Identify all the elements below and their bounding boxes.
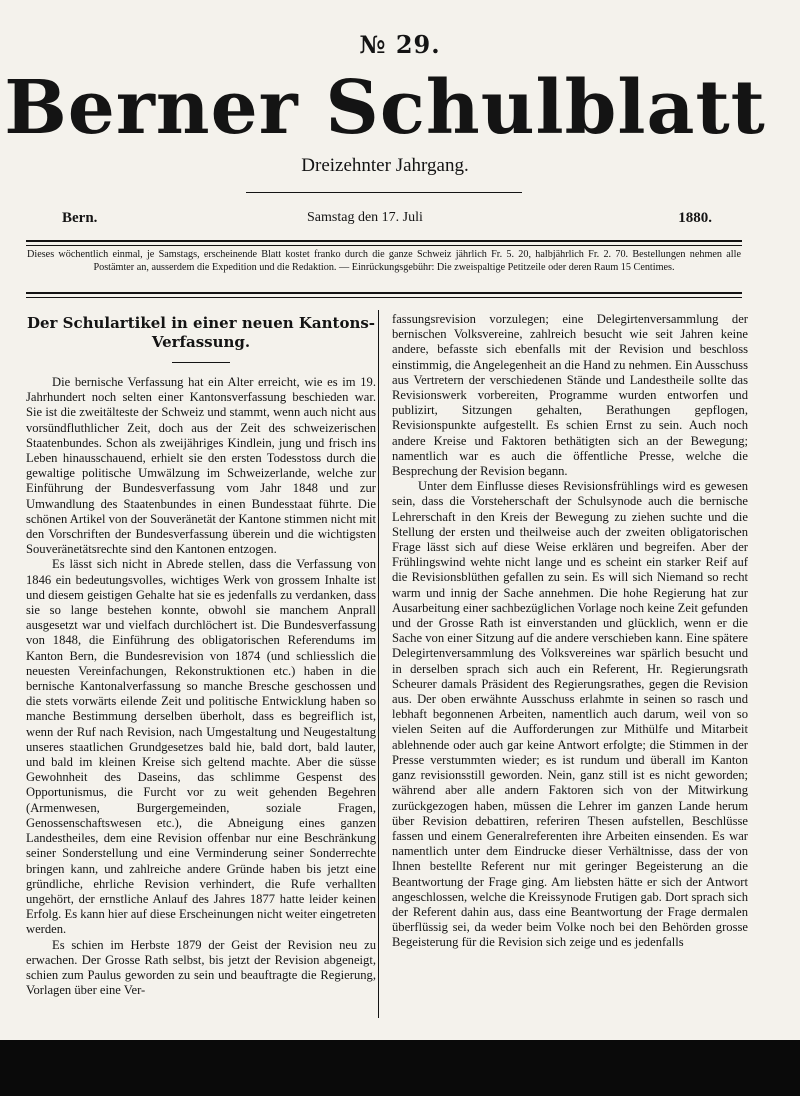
article-column-right	[392, 312, 748, 951]
notice-bottom-rule	[26, 292, 742, 294]
notice-top-rule-thin	[26, 245, 742, 246]
dateline-date: Samstag den 17. Juli	[307, 210, 423, 225]
notice-bottom-rule-thin	[26, 297, 742, 298]
volume-subtitle: Dreizehnter Jahrgang.	[301, 155, 469, 176]
issue-number: № 29.	[359, 30, 441, 59]
article-paragraph: Unter dem Einflusse dieses Revisionsfrühlings wird es gewesen sein, dass die Vorsteherschaft der Schulsynode auch die bernische Lehrerschaft in den Kreis der Bewegung zu ziehen suchte und die Stellung der ersten und theilweise auch der zweiten obligatorischen Frage lässt sich auf diese Weise erklären und begreifen. Aber der Frühlingswind wehte nicht lange und es scheint ein starker Reif auf die Revisionsblüthen gefallen zu sein. Es will sich Niemand so recht warm und innig der Sache annehmen. Die hohe Regierung hat zur Ausarbeitung einer sachbezüglichen Vorlage noch keine Zeit gefunden und der Grosse Rath ist einverstanden und glücklich, wenn er die Sache von einer Sitzung auf die andere verschieben kann. Eine spätere Delegirtenversammlung des Volksvereines war spärlich besucht und in derselben sprach sich auch ein Referent, Hr. Regierungsrath Scheurer damals Präsident des Regierungsrathes, gegen die Revision aus. Der oben erwähnte Ausschuss erlahmte in seinen so rasch und lebhaft begonnenen Arbeiten, namentlich auch darum, weil von so vielen Seiten auf die Aufforderungen zur Mithülfe und Mitarbeit ablehnende oder auch gar keine Antwort erfolgte; die Stimmen in der Presse verstummten wieder; es ist rundum und überall im Kanton ganz revisionsstill geworden. Nein, ganz still ist es nicht geworden; während aber alle andern Faktoren sich von der Mitwirkung zurückgezogen haben, müssen die Lehrer im ganzen Lande herum über Revision debattiren, referiren Thesen aufstellen, Beschlüsse fassen und einem Generalreferenten ihre Arbeiten einsenden. Es war namentlich unter dem Eindrucke dieser Verhältnisse, dass der von Ihnen bestellte Referent nur mit geringer Begeisterung an die Beantwortung der Frage ging. Am liebsten hätte er sich der Antwort angeschlossen, welche die Kreissynode Frutigen gab. Dort sprach sich der Referent dahin aus, dass eine Beantwortung der Frage dermalen überflüssig sei, da weder beim Volke noch bei den Behörden grosse Begeisterung für die Revision sich zeige und es jedenfalls	[392, 479, 748, 950]
column-divider	[378, 310, 379, 1018]
subscription-notice: Dieses wöchentlich einmal, je Samstags, erscheinende Blatt kostet franko durch die ganze Schweiz jährlich Fr. 5. 20, halbjährlich Fr. 2. 70. Bestellungen nehmen alle Postämter an, ausserdem die Expedition und die Redaktion. — Einrückungsgebühr: Die zweispaltige Petitzeile oder deren Raum 15 Centimes.	[27, 249, 741, 273]
article-paragraph: fassungsrevision vorzulegen; eine Delegirtenversammlung der bernischen Volksvereine, zahlreich besucht wie seit Jahren keine andere, befasste sich ebenfalls mit der Revision und beschloss einstimmig, die Angelegenheit an die Hand zu nehmen. Ein Ausschuss aus Vertretern der verschiedenen Stände und Landestheile sollte das Revisionswerk vorbereiten, Programme wurden entworfen und publizirt, Sitzungen gehalten, Berathungen gepflogen, Revisionspunkte aufgestellt. Es schien Ernst zu sein. Auch noch andere Kreise und Faktoren bethätigten sich an der Bewegung; namentlich war es auch die öffentliche Presse, welche die Besprechung der Revision begann.	[392, 312, 748, 479]
notice-top-rule	[26, 240, 742, 242]
headline-rule	[172, 362, 230, 363]
article-paragraph: Die bernische Verfassung hat ein Alter erreicht, wie es im 19. Jahrhundert noch selten einer Kantonsverfassung beschieden war. Sie ist die zweitälteste der Schweiz und stammt, wenn auch nicht aus vorsündfluthlicher Zeit, doch aus der Zeit des schweizerischen Staatenbundes. Schon als zweijähriges Kindlein, jung und frisch ins Leben hinausschauend, erhielt sie den ersten Todesstoss durch die gewaltige politische Umwälzung im Schweizerlande, welche zur Einführung der Bundesverfassung vom Jahr 1848 und zur Umwandlung des Staatenbundes in einen Bundesstaat führte. Die schönen Artikel von der Souveränetät der Kantone stimmen nicht mit den Vorschriften der Bundesverfassung überein und die wichtigsten Souveränetätsrechte sind den Kantonen entzogen.	[26, 375, 376, 557]
article-paragraph: Es lässt sich nicht in Abrede stellen, dass die Verfassung von 1846 ein bedeutungsvolles, wichtiges Werk von grossem Inhalte ist und diesem geistigen Gehalte hat sie es jedenfalls zu verdanken, dass sie so lange bestehen konnte, obwohl sie manchem Anprall ausgesetzt war und vielfach durchlöchert ist. Die Bundesverfassung von 1848, die Einführung des obligatorischen Referendums im Kanton Bern, die Bundesrevision von 1874 (und schliesslich die neuesten Vereinfachungen, Rekonstruktionen etc.) haben in die bernische Kantonalverfassung so manche Bresche geschossen und die stets vorwärts eilende Zeit und politische Entwicklung haben so manche Bestimmung derselben überholt, dass es begreiflich ist, wenn der Ruf nach Revision, nach Umgestaltung und Neugestaltung unseres staatlichen Grundgesetzes bald hie, bald dort, bald lauter, und bald im kleinen Kreise sich geltend machte. Aber die süsse Gewohnheit des Daseins, das schlimme Gespenst des Opportunismus, die Furcht vor zu weit gehenden Begehren (Armenwesen, Burgergemeinden, soziale Fragen, Genossenschaftswesen etc.), die Abneigung eines ganzen Landestheiles, dem eine Revision offenbar nur eine Beschränkung seiner Sonderstellung und eine Verminderung seiner Sonderrechte bringen kann, und zahlreiche andere Gründe haben bis jetzt eine gründliche, ehrliche Revision verhindert, die Rufe verhallten ungehört, der ernstliche Anlauf des Jahres 1877 hatte leider keinen Erfolg. Es kann hier auf diese Erscheinungen nicht weiter eingetreten werden.	[26, 557, 376, 937]
article-headline: Der Schulartikel in einer neuen Kantons-Verfassung.	[26, 314, 376, 351]
masthead-rule	[246, 192, 522, 193]
dateline	[62, 210, 712, 232]
article-column-left	[26, 312, 376, 998]
dateline-place: Bern.	[62, 210, 98, 226]
scan-border	[0, 1040, 800, 1096]
dateline-year: 1880.	[678, 210, 712, 226]
masthead-title: Berner Schulblatt	[4, 65, 766, 151]
article-paragraph: Es schien im Herbste 1879 der Geist der Revision neu zu erwachen. Der Grosse Rath selbst, bis jetzt der Revision abgeneigt, schien zum Paulus geworden zu sein und beauftragte die Regierung, Vorlagen über eine Ver-	[26, 937, 376, 998]
